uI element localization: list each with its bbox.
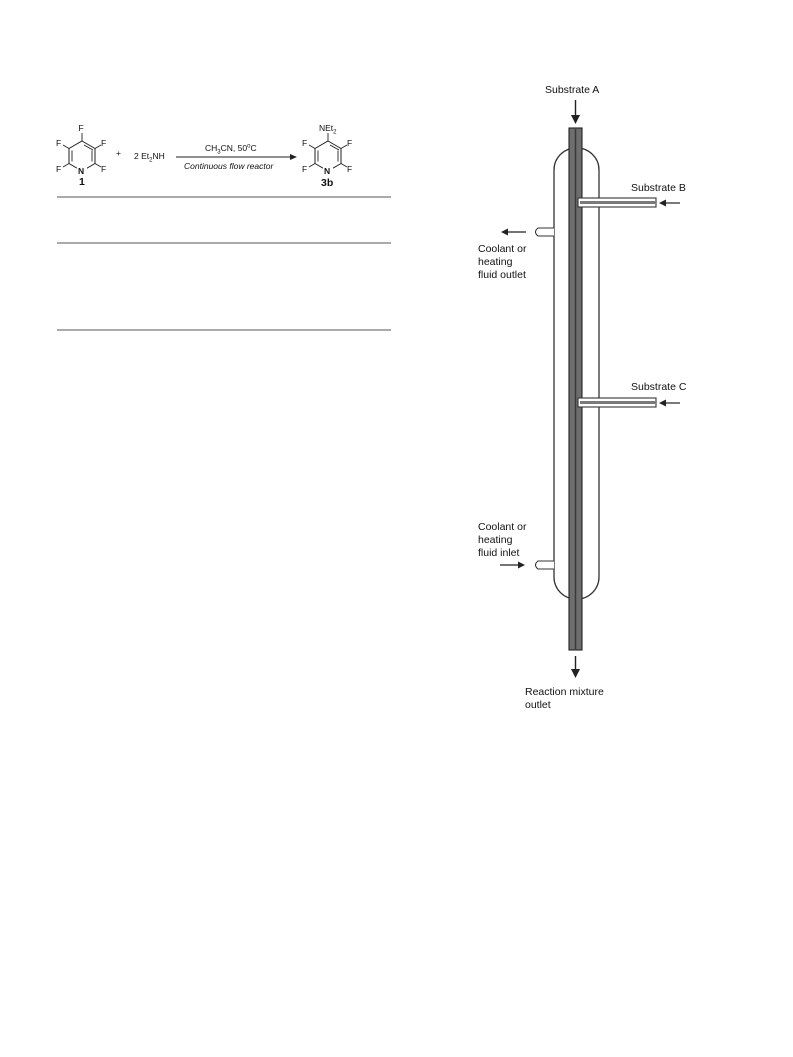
product-3b bbox=[302, 123, 352, 189]
conditions-solvent-temperature: $CH_3CN$, 50$^o$C bbox=[205, 143, 257, 156]
coolant-outlet-arrow bbox=[501, 229, 526, 236]
coolant-inlet-arrow bbox=[500, 562, 525, 569]
substrate-c-arrow bbox=[659, 400, 680, 407]
compound-number-3b: 3b bbox=[321, 177, 334, 189]
substrate-b-label: Substrate B bbox=[631, 182, 686, 194]
plus-sign: + bbox=[116, 148, 121, 158]
substrate-b-arrow bbox=[659, 200, 680, 207]
substrate-a-label: Substrate A bbox=[545, 84, 600, 96]
fluorine-label: F bbox=[56, 138, 62, 148]
coolant-inlet-nozzle bbox=[536, 561, 555, 569]
compound-number-1: 1 bbox=[79, 176, 85, 188]
reaction-mixture-outlet-label: Reaction mixture outlet bbox=[525, 686, 604, 711]
diethylamino-group-label: NEt$_2$ bbox=[319, 123, 337, 136]
fluorine-label: F bbox=[78, 123, 84, 133]
fluorine-label: F bbox=[347, 138, 353, 148]
reactant-pentafluoropyridine bbox=[56, 123, 106, 188]
fluorine-label: F bbox=[302, 164, 308, 174]
fluorine-label: F bbox=[302, 138, 308, 148]
substrate-a-arrow bbox=[571, 100, 580, 124]
coolant-inlet-label: Coolant or heating fluid inlet bbox=[478, 521, 527, 559]
fluorine-label: F bbox=[101, 138, 107, 148]
substrate-b-feed-tube bbox=[578, 198, 656, 207]
reaction-mixture-outlet-arrow bbox=[571, 656, 580, 678]
substrate-c-feed-tube bbox=[578, 398, 656, 407]
ring-nitrogen-label: N bbox=[324, 166, 331, 176]
reagent-diethylamine: 2 $Et_2NH$ bbox=[134, 151, 165, 164]
fluorine-label: F bbox=[101, 164, 107, 174]
substrate-c-label: Substrate C bbox=[631, 381, 687, 393]
coolant-outlet-label: Coolant or heating fluid outlet bbox=[478, 243, 527, 281]
reactor-jacket bbox=[554, 148, 599, 599]
reaction-scheme bbox=[0, 0, 420, 360]
ring-nitrogen-label: N bbox=[78, 166, 85, 176]
conditions-flow-reactor: Continuous flow reactor bbox=[184, 161, 274, 171]
coolant-outlet-nozzle bbox=[536, 228, 555, 236]
central-reaction-tube bbox=[569, 128, 582, 650]
reaction-arrowhead bbox=[290, 154, 297, 160]
fluorine-label: F bbox=[347, 164, 353, 174]
fluorine-label: F bbox=[56, 164, 62, 174]
